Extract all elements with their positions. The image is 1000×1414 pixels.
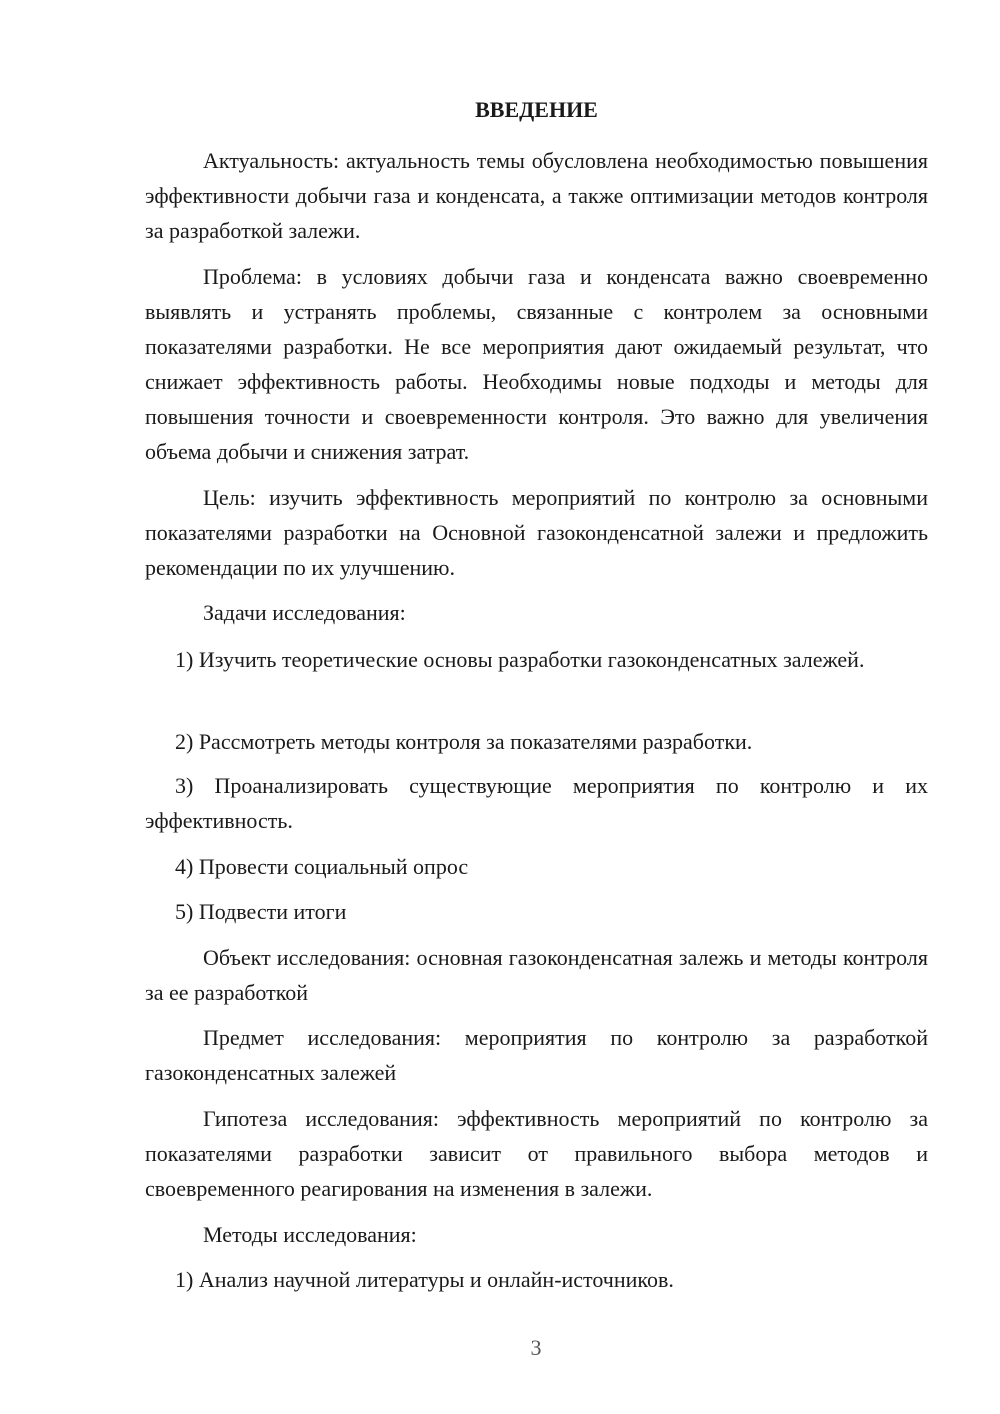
paragraph-tasks-heading: Задачи исследования: (203, 600, 406, 625)
section-title: ВВЕДЕНИЕ (475, 97, 598, 122)
paragraph-subject: Предмет исследования: мероприятия по контролю за разработкой газоконденсатных залежей (145, 1025, 928, 1085)
list-item-task-4: 4) Провести социальный опрос (175, 854, 469, 879)
list-item-task-3: 3) Проанализировать существующие мероприятия по контролю и их эффективность. (145, 773, 928, 833)
list-item-task-5: 5) Подвести итоги (175, 899, 347, 924)
paragraph-goal: Цель: изучить эффективность мероприятий по контролю за основными показателями разработки на Основной газоконденсатной залежи и предложить рекомендации по их улучшению. (145, 485, 928, 580)
list-item-task-2: 2) Рассмотреть методы контроля за показателями разработки. (175, 729, 753, 754)
paragraph-methods-heading: Методы исследования: (203, 1222, 417, 1247)
paragraph-relevance: Актуальность: актуальность темы обусловлена необходимостью повышения эффективности добычи газа и конденсата, а также оптимизации методов контроля за разработкой залежи. (145, 148, 928, 243)
paragraph-problem: Проблема: в условиях добычи газа и конденсата важно своевременно выявлять и устранять проблемы, связанные с контролем за основными показателями разработки. Не все мероприятия дают ожидаемый результат, что снижает эффективность работы. Необходимы новые подходы и методы для повышения точности и своевременности контроля. Это важно для увеличения объема добычи и снижения затрат. (145, 264, 928, 464)
list-item-task-1: 1) Изучить теоретические основы разработки газоконденсатных залежей. (175, 647, 865, 672)
page-number: 3 (530, 1335, 542, 1360)
list-item-method-1: 1) Анализ научной литературы и онлайн-источников. (175, 1267, 674, 1292)
paragraph-hypothesis: Гипотеза исследования: эффективность мероприятий по контролю за показателями разработки зависит от правильного выбора методов и своевременного реагирования на изменения в залежи. (145, 1106, 928, 1201)
paragraph-object: Объект исследования: основная газоконденсатная залежь и методы контроля за ее разработкой (145, 945, 928, 1005)
